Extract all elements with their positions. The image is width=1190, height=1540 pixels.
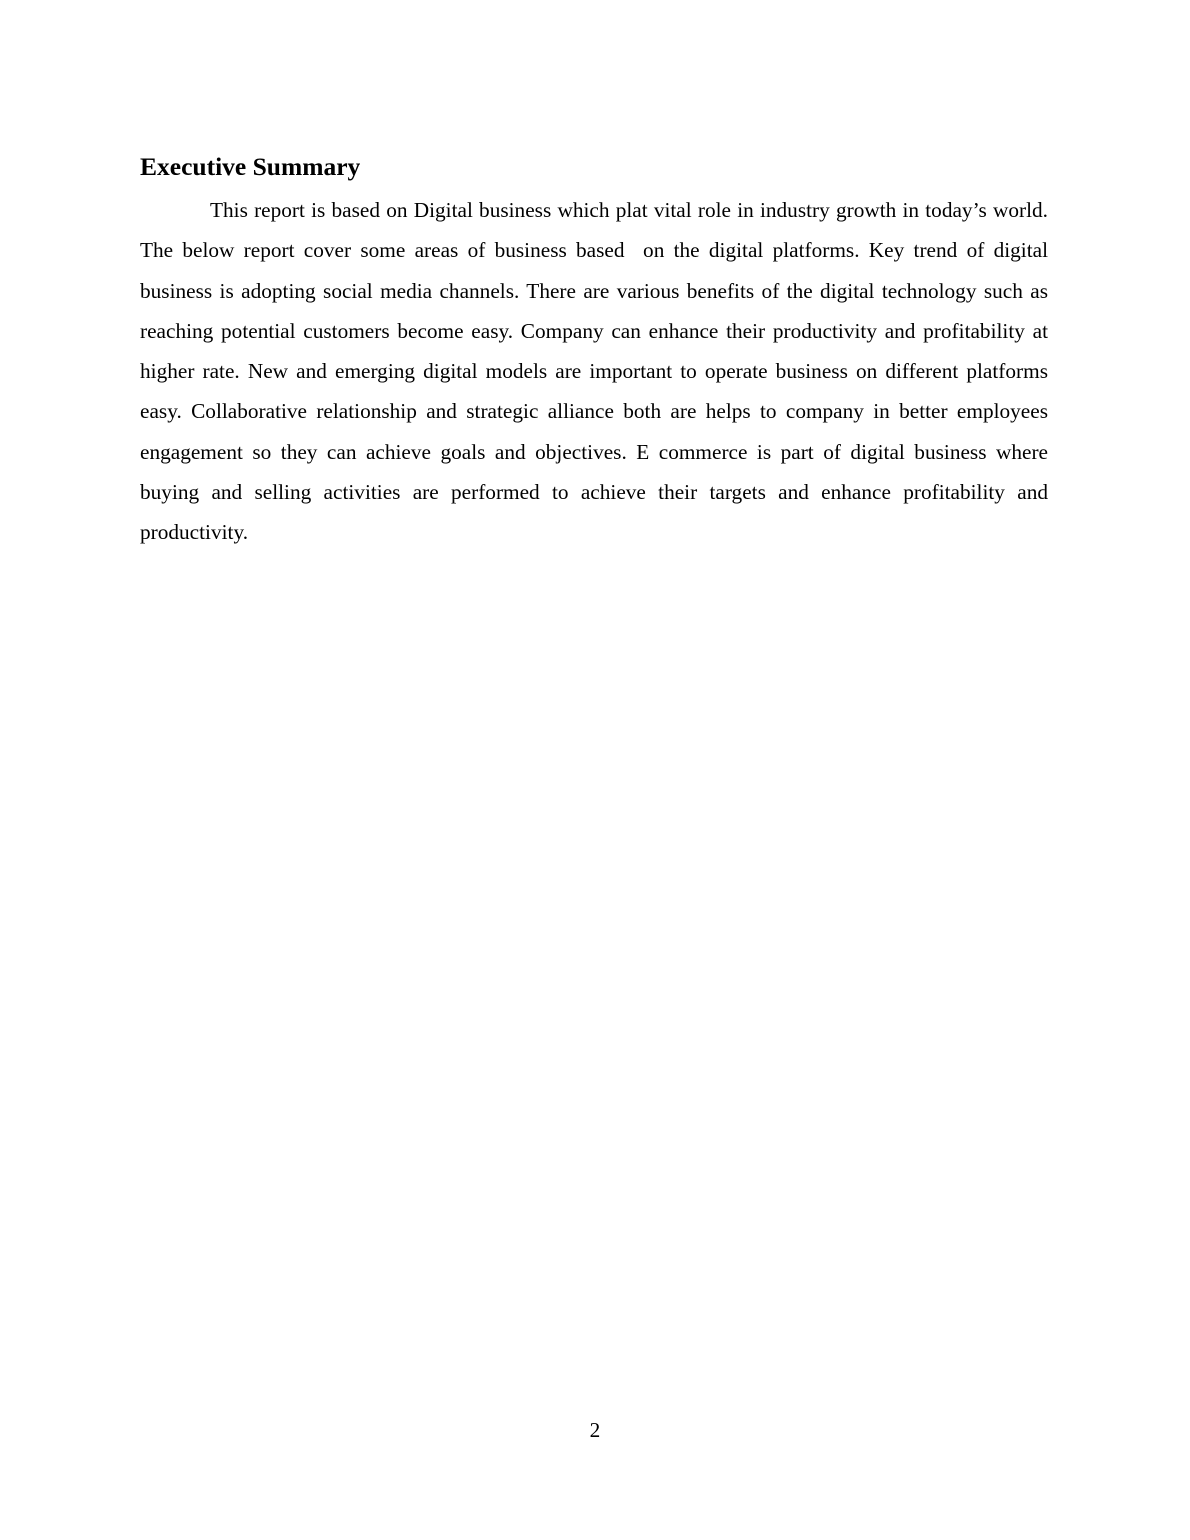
page-content [140, 150, 1054, 553]
executive-summary-paragraph: This report is based on Digital business which plat vital role in industry growth in today’s world. The below report cover some areas of business based on the digital platforms. Key trend of digital business is adopting social media channels. There are various benefits of the digital technology such as reaching potential customers become easy. Company can enhance their productivity and profitability at higher rate. New and emerging digital models are important to operate business on different platforms easy. Collaborative relationship and strategic alliance both are helps to company in better employees engagement so they can achieve goals and objectives. E commerce is part of digital business where buying and selling activities are performed to achieve their targets and enhance profitability and productivity. [140, 198, 1054, 545]
page-number: 2 [589, 1418, 601, 1442]
section-heading: Executive Summary [140, 152, 361, 181]
